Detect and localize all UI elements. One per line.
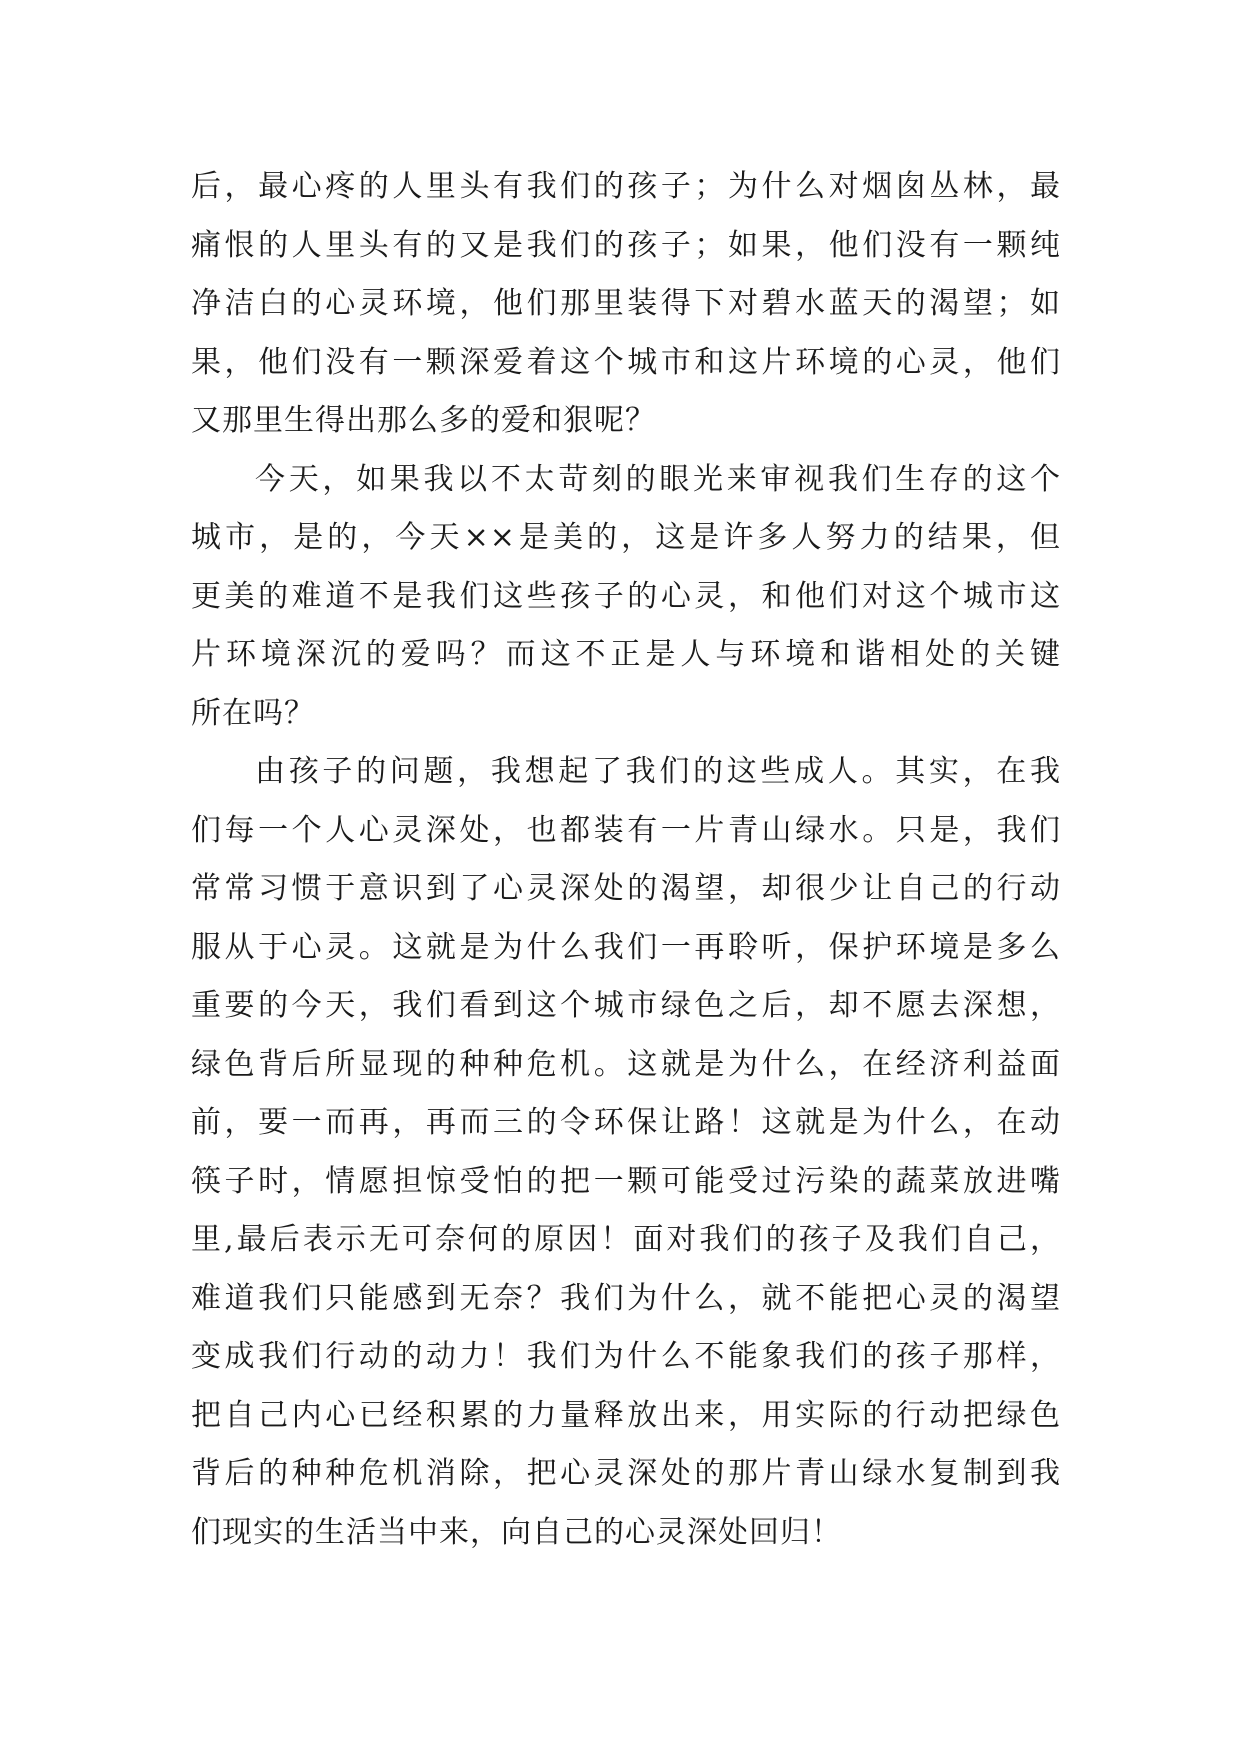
text-line: 重要的今天，我们看到这个城市绿色之后，却不愿去深想， <box>191 988 1061 1023</box>
text-line: 片环境深沉的爱吗？而这不正是人与环境和谐相处的关键 <box>191 637 1061 672</box>
text-line: 服从于心灵。这就是为什么我们一再聆听，保护环境是多么 <box>191 929 1061 965</box>
text-line: 们现实的生活当中来，向自己的心灵深处回归！ <box>191 1514 842 1550</box>
text-line: 痛恨的人里头有的又是我们的孩子；如果，他们没有一颗纯 <box>191 227 1061 263</box>
paragraph-1 <box>191 158 1061 451</box>
text-line: 由孩子的问题，我想起了我们的这些成人。其实，在我 <box>255 754 1061 789</box>
text-line: 后，最心疼的人里头有我们的孩子；为什么对烟囱丛林，最 <box>191 169 1061 204</box>
text-line: 更美的难道不是我们这些孩子的心灵，和他们对这个城市这 <box>191 578 1061 614</box>
paragraph-3 <box>191 743 1061 1562</box>
paragraph-2 <box>191 451 1061 744</box>
text-line: 背后的种种危机消除，把心灵深处的那片青山绿水复制到我 <box>191 1456 1061 1491</box>
text-line: 把自己内心已经积累的力量释放出来，用实际的行动把绿色 <box>191 1397 1061 1433</box>
text-line: 净洁白的心灵环境，他们那里装得下对碧水蓝天的渴望；如 <box>191 286 1061 321</box>
text-line: 常常习惯于意识到了心灵深处的渴望，却很少让自己的行动 <box>191 871 1061 906</box>
document-body <box>191 158 1061 1562</box>
text-line: 所在吗？ <box>191 695 315 731</box>
text-line: 果，他们没有一颗深爱着这个城市和这片环境的心灵，他们 <box>191 344 1061 380</box>
text-line: 们每一个人心灵深处，也都装有一片青山绿水。只是，我们 <box>191 812 1061 848</box>
text-line: 绿色背后所显现的种种危机。这就是为什么，在经济利益面 <box>191 1046 1061 1082</box>
text-line: 里,最后表示无可奈何的原因！面对我们的孩子及我们自己， <box>191 1222 1061 1257</box>
text-line: 难道我们只能感到无奈？我们为什么，就不能把心灵的渴望 <box>191 1280 1061 1316</box>
text-line: 筷子时，情愿担惊受怕的把一颗可能受过污染的蔬菜放进嘴 <box>191 1163 1061 1199</box>
text-line: 又那里生得出那么多的爱和狠呢？ <box>191 403 656 438</box>
text-line: 城市，是的，今天××是美的，这是许多人努力的结果，但 <box>191 520 1061 555</box>
text-line: 变成我们行动的动力！我们为什么不能象我们的孩子那样， <box>191 1339 1061 1374</box>
text-line: 前，要一而再，再而三的令环保让路！这就是为什么，在动 <box>191 1105 1061 1140</box>
text-line: 今天，如果我以不太苛刻的眼光来审视我们生存的这个 <box>255 461 1061 497</box>
